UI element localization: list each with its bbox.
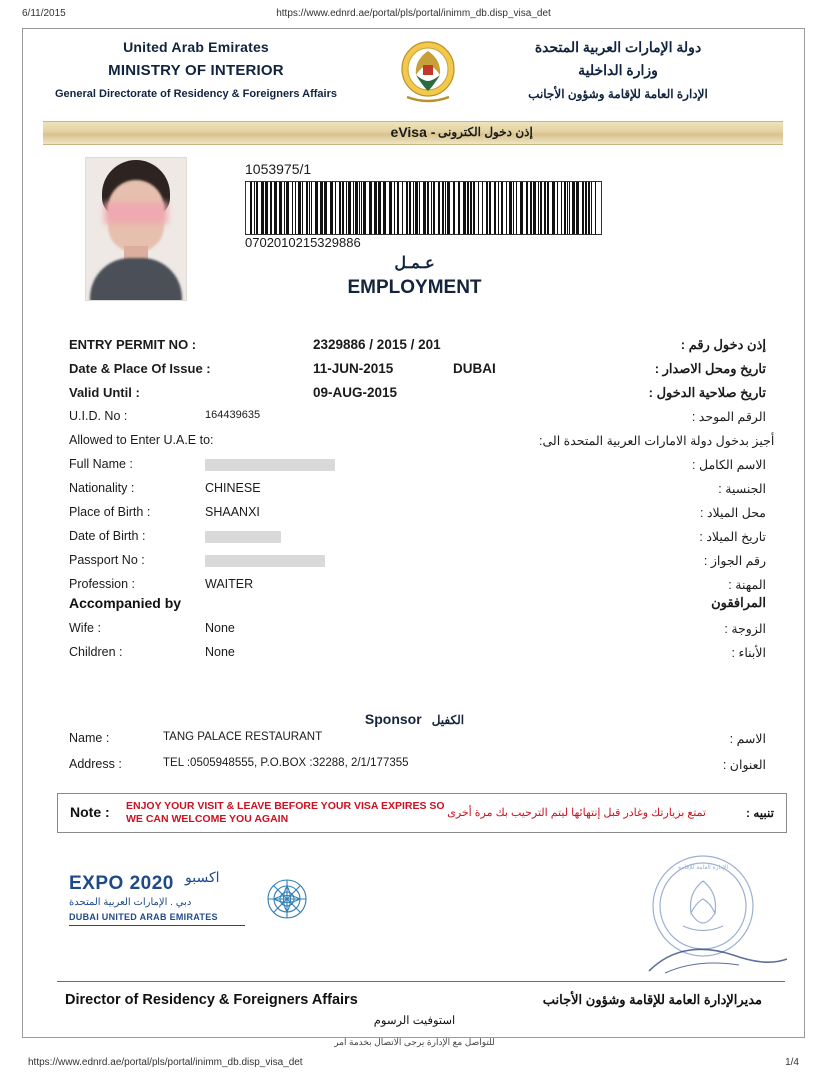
director-title-ar: مديرالإدارة العامة للإقامة وشؤون الأجانب bbox=[542, 992, 762, 1007]
field-label-ar: تاريخ ومحل الاصدار : bbox=[654, 361, 766, 376]
field-value-redacted bbox=[205, 553, 325, 567]
note-text-ar: تمتع بزيارتك وغادر قبل إنتهائها ليتم الترحيب بك مرة أخرى bbox=[447, 807, 706, 819]
field-label-ar: الرقم الموحد : bbox=[691, 410, 766, 424]
field-label-ar: الاسم الكامل : bbox=[692, 458, 766, 472]
field-value: 2329886 / 2015 / 201 bbox=[313, 337, 441, 352]
accompanied-title-ar: المرافقون bbox=[711, 595, 766, 610]
uae-emblem-icon bbox=[393, 35, 463, 109]
evisa-label-en: eVisa - bbox=[390, 124, 436, 140]
field-value: CHINESE bbox=[205, 481, 261, 495]
field-value: WAITER bbox=[205, 577, 254, 591]
field-row bbox=[23, 337, 806, 361]
field-label-en: Full Name : bbox=[69, 457, 133, 471]
permit-serial-number: 1053975/1 bbox=[245, 161, 312, 177]
field-row bbox=[23, 529, 806, 553]
field-label-en: Place of Birth : bbox=[69, 505, 151, 519]
contact-note: للتواصل مع الإدارة يرجى الاتصال بخدمة امر bbox=[334, 1037, 495, 1047]
accompanied-label-en: Wife : bbox=[69, 621, 101, 635]
field-value-redacted bbox=[205, 457, 335, 471]
accompanied-heading-row bbox=[23, 595, 806, 621]
print-date: 6/11/2015 bbox=[22, 8, 66, 19]
visa-type-arabic: عـمـل bbox=[394, 255, 435, 272]
ministry-name-ar: وزارة الداخلية bbox=[578, 62, 658, 78]
field-label-ar: إذن دخول رقم : bbox=[680, 337, 766, 352]
accompanied-title-en: Accompanied by bbox=[69, 595, 182, 611]
evisa-label-ar: إذن دخول الكترونى bbox=[438, 125, 533, 139]
field-row bbox=[23, 361, 806, 385]
expo-divider bbox=[69, 925, 245, 926]
field-label-ar: محل الميلاد : bbox=[700, 506, 766, 520]
sponsor-label-en: Address : bbox=[69, 757, 122, 771]
expo-title: EXPO 2020 bbox=[69, 873, 174, 894]
photo-redaction-blur bbox=[104, 202, 168, 224]
sponsor-heading-ar: الكفيل bbox=[431, 713, 465, 727]
field-label-en: U.I.D. No : bbox=[69, 409, 128, 423]
ministry-name-en: MINISTRY OF INTERIOR bbox=[108, 62, 284, 79]
header-arabic-block bbox=[468, 39, 768, 101]
directorate-name-ar: الإدارة العامة للإقامة وشؤون الأجانب bbox=[528, 87, 708, 101]
accompanied-value: None bbox=[205, 645, 235, 659]
visa-type-english: EMPLOYMENT bbox=[347, 277, 482, 298]
accompanied-label-ar: الأبناء : bbox=[731, 646, 766, 660]
field-label-ar: تاريخ الميلاد : bbox=[699, 530, 766, 544]
field-value: 164439635 bbox=[205, 409, 261, 421]
note-label-en: Note : bbox=[70, 804, 110, 820]
note-label-ar: تنبيه : bbox=[746, 806, 774, 820]
field-row bbox=[23, 385, 806, 409]
print-header bbox=[0, 8, 827, 22]
print-url-bottom: https://www.ednrd.ae/portal/pls/portal/inimm_db.disp_visa_det bbox=[28, 1057, 303, 1068]
country-name-en: United Arab Emirates bbox=[123, 39, 269, 55]
accompanied-label-ar: الزوجة : bbox=[724, 622, 766, 636]
field-value: SHAANXI bbox=[205, 505, 260, 519]
field-label-en: Nationality : bbox=[69, 481, 135, 495]
document-header bbox=[23, 29, 804, 113]
field-label-en: ENTRY PERMIT NO : bbox=[69, 337, 197, 352]
note-text-en: ENJOY YOUR VISIT & LEAVE BEFORE YOUR VISA EXPIRES SO WE CAN WELCOME YOU AGAIN bbox=[126, 800, 445, 825]
sponsor-label-en: Name : bbox=[69, 731, 110, 745]
field-label-en: Allowed to Enter U.A.E to: bbox=[69, 433, 214, 447]
field-label-en: Valid Until : bbox=[69, 385, 140, 400]
evisa-title-bar bbox=[43, 121, 783, 145]
field-label-en: Date of Birth : bbox=[69, 529, 146, 543]
field-label-en: Date & Place Of Issue : bbox=[69, 361, 211, 376]
visa-document bbox=[22, 28, 805, 1047]
visa-fields bbox=[23, 337, 806, 601]
field-row bbox=[23, 457, 806, 481]
accompanied-value: None bbox=[205, 621, 235, 635]
sponsor-heading bbox=[23, 711, 806, 727]
field-label-ar: أجيز بدخول دولة الامارات العربية المتحدة الى: bbox=[539, 434, 775, 448]
field-label-ar: المهنة : bbox=[728, 578, 766, 592]
barcode-number: 0702010215329886 bbox=[245, 235, 361, 250]
sponsor-fields bbox=[23, 731, 806, 783]
field-row bbox=[23, 553, 806, 577]
field-label-ar: رقم الجواز : bbox=[703, 554, 766, 568]
accompanied-row bbox=[23, 645, 806, 669]
svg-text:الإدارة العامة للإقامة: الإدارة العامة للإقامة bbox=[678, 865, 728, 871]
accompanied-row bbox=[23, 621, 806, 645]
field-label-ar: تاريخ صلاحية الدخول : bbox=[648, 385, 766, 400]
note-box bbox=[57, 793, 787, 833]
accompanied-label-en: Children : bbox=[69, 645, 123, 659]
header-english-block bbox=[31, 39, 361, 100]
print-url-top: https://www.ednrd.ae/portal/pls/portal/inimm_db.disp_visa_det bbox=[276, 8, 551, 19]
field-row bbox=[23, 409, 806, 433]
field-value-redacted bbox=[205, 529, 281, 543]
expo-subtitle-en: DUBAI UNITED ARAB EMIRATES bbox=[69, 912, 218, 922]
fees-paid-note: استوفيت الرسوم bbox=[373, 1015, 456, 1027]
director-title-en: Director of Residency & Foreigners Affairs bbox=[65, 992, 358, 1008]
country-name-ar: دولة الإمارات العربية المتحدة bbox=[534, 39, 702, 55]
sponsor-label-ar: الاسم : bbox=[729, 732, 766, 746]
expo-2020-logo-icon bbox=[263, 875, 311, 923]
directorate-name-en: General Directorate of Residency & Foreigners Affairs bbox=[54, 88, 337, 100]
expo-arabic-word: اكسبو bbox=[185, 869, 220, 885]
field-row bbox=[23, 481, 806, 505]
print-footer bbox=[0, 1057, 827, 1071]
field-value: 09-AUG-2015 bbox=[313, 385, 398, 400]
expo-2020-logo bbox=[67, 869, 317, 939]
sponsor-label-ar: العنوان : bbox=[722, 758, 766, 772]
accompanied-section bbox=[23, 595, 806, 669]
field-label-ar: الجنسية : bbox=[718, 482, 766, 496]
footer-divider bbox=[57, 981, 785, 982]
sponsor-row bbox=[23, 757, 806, 783]
field-label-en: Passport No : bbox=[69, 553, 145, 567]
expo-subtitle-ar: دبي . الإمارات العربية المتحدة bbox=[69, 897, 192, 908]
field-row bbox=[23, 433, 806, 457]
signature-mark bbox=[643, 941, 793, 981]
sponsor-heading-en: Sponsor bbox=[364, 711, 422, 727]
print-page-number: 1/4 bbox=[785, 1057, 799, 1068]
field-row bbox=[23, 505, 806, 529]
sponsor-value: TANG PALACE RESTAURANT bbox=[163, 731, 323, 743]
field-value-secondary: DUBAI bbox=[453, 361, 496, 376]
sponsor-value: TEL :0505948555, P.O.BOX :32288, 2/1/177355 bbox=[163, 757, 409, 769]
barcode-image bbox=[245, 181, 602, 235]
field-label-en: Profession : bbox=[69, 577, 136, 591]
sponsor-row bbox=[23, 731, 806, 757]
field-value: 11-JUN-2015 bbox=[313, 361, 394, 376]
